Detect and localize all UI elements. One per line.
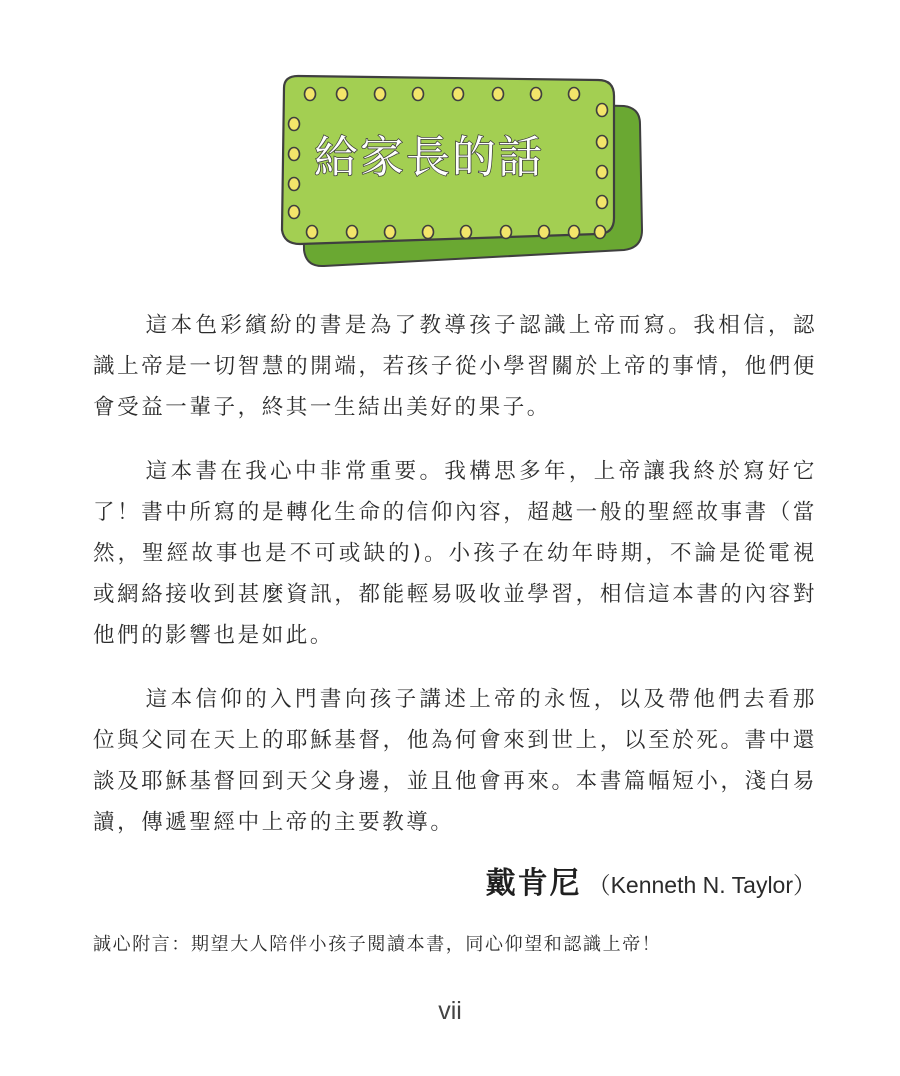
author-signature: [486, 858, 816, 902]
page-title: 給家長的話: [314, 132, 544, 183]
paragraph-3: 這本信仰的入門書向孩子講述上帝的永恆，以及帶他們去看那位與父同在天上的耶穌基督，他為何會來到世上，以至於死。書中還談及耶穌基督回到天父身邊，並且他會再來。本書篇幅短小，淺白易讀，傳遞聖經中上帝的主要教導。: [93, 687, 817, 835]
author-name-english: （Kenneth N. Taylor）: [587, 872, 816, 898]
page-number: vii: [438, 997, 462, 1025]
title-container: [262, 70, 652, 280]
body-text: [93, 305, 817, 866]
paragraph-1: 這本色彩繽紛的書是為了教導孩子認識上帝而寫。我相信，認識上帝是一切智慧的開端，若孩子從小學習關於上帝的事情，他們便會受益一輩子，終其一生結出美好的果子。: [93, 313, 817, 420]
author-name-chinese: 戴肯尼: [485, 866, 582, 901]
title-badge: [262, 70, 652, 280]
paragraph-2: 這本書在我心中非常重要。我構思多年，上帝讓我終於寫好它了！書中所寫的是轉化生命的信仰內容，超越一般的聖經故事書（當然，聖經故事也是不可或缺的)。小孩子在幼年時期，不論是從電視或網絡接收到甚麼資訊，都能輕易吸收並學習，相信這本書的內容對他們的影響也是如此。: [93, 459, 817, 648]
footnote: 誠心附言：期望大人陪伴小孩子閱讀本書，同心仰望和認識上帝！: [93, 934, 662, 955]
